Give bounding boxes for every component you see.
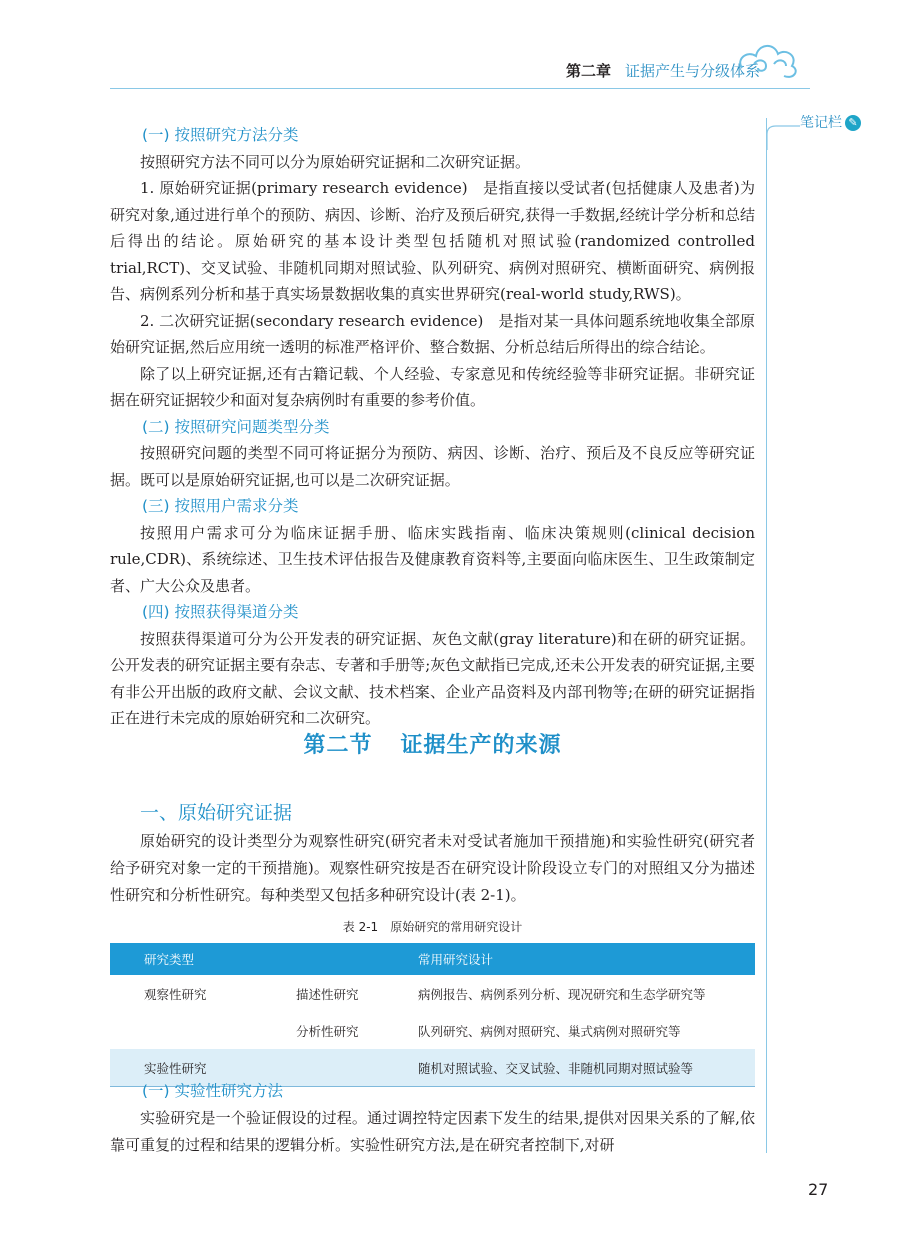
table-caption: 表 2-1 原始研究的常用研究设计 bbox=[342, 920, 523, 934]
body-text-part1 bbox=[110, 122, 755, 732]
paragraph-channel: 按照获得渠道可分为公开发表的研究证据、灰色文献(gray literature)和在研的研究证据。公开发表的研究证据主要有杂志、专著和手册等;灰色文献指已完成,还未公开发表的研究证据,主要有非公开出版的政府文献、会议文献、技术档案、企业产品资料及内部刊物等;在研的研究证据指正在进行未完成的原始研究和二次研究。 bbox=[110, 629, 755, 727]
section-title: 证据生产的来源 bbox=[400, 733, 562, 758]
table-cell: 实验性研究 bbox=[110, 1049, 295, 1087]
notes-label: 笔记栏 bbox=[800, 115, 842, 131]
paragraph-non-research-evidence: 除了以上研究证据,还有古籍记载、个人经验、专家意见和传统经验等非研究证据。非研究证据在研究证据较少和面对复杂病例时有重要的参考价值。 bbox=[110, 364, 755, 409]
pen-note-icon: ✎ bbox=[845, 115, 861, 131]
table-row bbox=[110, 975, 755, 1012]
cloud-ornament-icon bbox=[734, 28, 804, 88]
section-heading bbox=[110, 728, 755, 759]
table-row bbox=[110, 1012, 755, 1049]
notes-margin-rule bbox=[766, 118, 767, 1153]
heading-experimental-method: (一) 实验性研究方法 bbox=[142, 1082, 284, 1100]
page-number: 27 bbox=[808, 1180, 829, 1199]
table-cell: 随机对照试验、交叉试验、非随机同期对照试验等 bbox=[417, 1049, 755, 1087]
page-header bbox=[0, 0, 900, 100]
body-text-part2 bbox=[110, 828, 755, 909]
table-header-row bbox=[110, 943, 755, 975]
table-cell: 描述性研究 bbox=[296, 986, 359, 1002]
notes-corner-arc bbox=[766, 120, 800, 150]
chapter-number: 第二章 bbox=[565, 62, 611, 80]
heading-by-user: (三) 按照用户需求分类 bbox=[142, 497, 299, 515]
research-design-table bbox=[110, 943, 755, 1087]
notes-column-label bbox=[800, 112, 861, 132]
paragraph-user: 按照用户需求可分为临床证据手册、临床实践指南、临床决策规则(clinical decision rule,CDR)、系统综述、卫生技术评估报告及健康教育资料等,主要面向临床医生、卫生政策制定者、广大公众及患者。 bbox=[110, 523, 755, 595]
table-cell: 分析性研究 bbox=[296, 1023, 359, 1039]
table-cell: 队列研究、病例对照研究、巢式病例对照研究等 bbox=[418, 1023, 681, 1039]
table-header-design: 常用研究设计 bbox=[417, 943, 755, 975]
section-number: 第二节 bbox=[303, 733, 373, 758]
heading-by-method: (一) 按照研究方法分类 bbox=[142, 126, 299, 144]
running-head bbox=[566, 60, 760, 81]
heading-by-question: (二) 按照研究问题类型分类 bbox=[142, 417, 330, 436]
heading-by-channel: (四) 按照获得渠道分类 bbox=[142, 603, 299, 621]
paragraph-primary-evidence: 1. 原始研究证据(primary research evidence) 是指直接以受试者(包括健康人及患者)为研究对象,通过进行单个的预防、病因、诊断、治疗及预后研究,获得一手数据,经统计学分析和总结后得出的结论。原始研究的基本设计类型包括随机对照试验(randomized controlled trial,RCT)、交叉试验、非随机同期对照试验、队列研究、病例对照研究、横断面研究、病例报告、病例系列分析和基于真实场景数据收集的真实世界研究(real-world study,RWS)。 bbox=[110, 179, 755, 303]
chapter-title: 证据产生与分级体系 bbox=[624, 62, 760, 80]
table-header-type: 研究类型 bbox=[110, 943, 295, 975]
paragraph-design-types: 原始研究的设计类型分为观察性研究(研究者未对受试者施加干预措施)和实验性研究(研究者给予研究对象一定的干预措施)。观察性研究按是否在研究设计阶段设立专门的对照组又分为描述性研究和分析性研究。每种类型又包括多种研究设计(表 2-1)。 bbox=[110, 832, 755, 904]
body-text-part3 bbox=[110, 1078, 755, 1159]
table-cell: 观察性研究 bbox=[144, 986, 207, 1002]
header-rule bbox=[110, 88, 810, 89]
paragraph-experimental: 实验研究是一个验证假设的过程。通过调控特定因素下发生的结果,提供对因果关系的了解,依靠可重复的过程和结果的逻辑分析。实验性研究方法,是在研究者控制下,对研 bbox=[110, 1109, 755, 1154]
paragraph-method: 按照研究方法不同可以分为原始研究证据和二次研究证据。 bbox=[140, 152, 531, 171]
table-cell: 病例报告、病例系列分析、现况研究和生态学研究等 bbox=[418, 986, 706, 1002]
table-cell bbox=[110, 1012, 295, 1049]
paragraph-question: 按照研究问题的类型不同可将证据分为预防、病因、诊断、治疗、预后及不良反应等研究证据。既可以是原始研究证据,也可以是二次研究证据。 bbox=[110, 444, 755, 489]
paragraph-secondary-evidence: 2. 二次研究证据(secondary research evidence) 是指对某一具体问题系统地收集全部原始研究证据,然后应用统一透明的标准严格评价、整合数据、分析总结后所得出的综合结论。 bbox=[110, 311, 755, 356]
subsection-heading: 一、原始研究证据 bbox=[140, 802, 293, 824]
